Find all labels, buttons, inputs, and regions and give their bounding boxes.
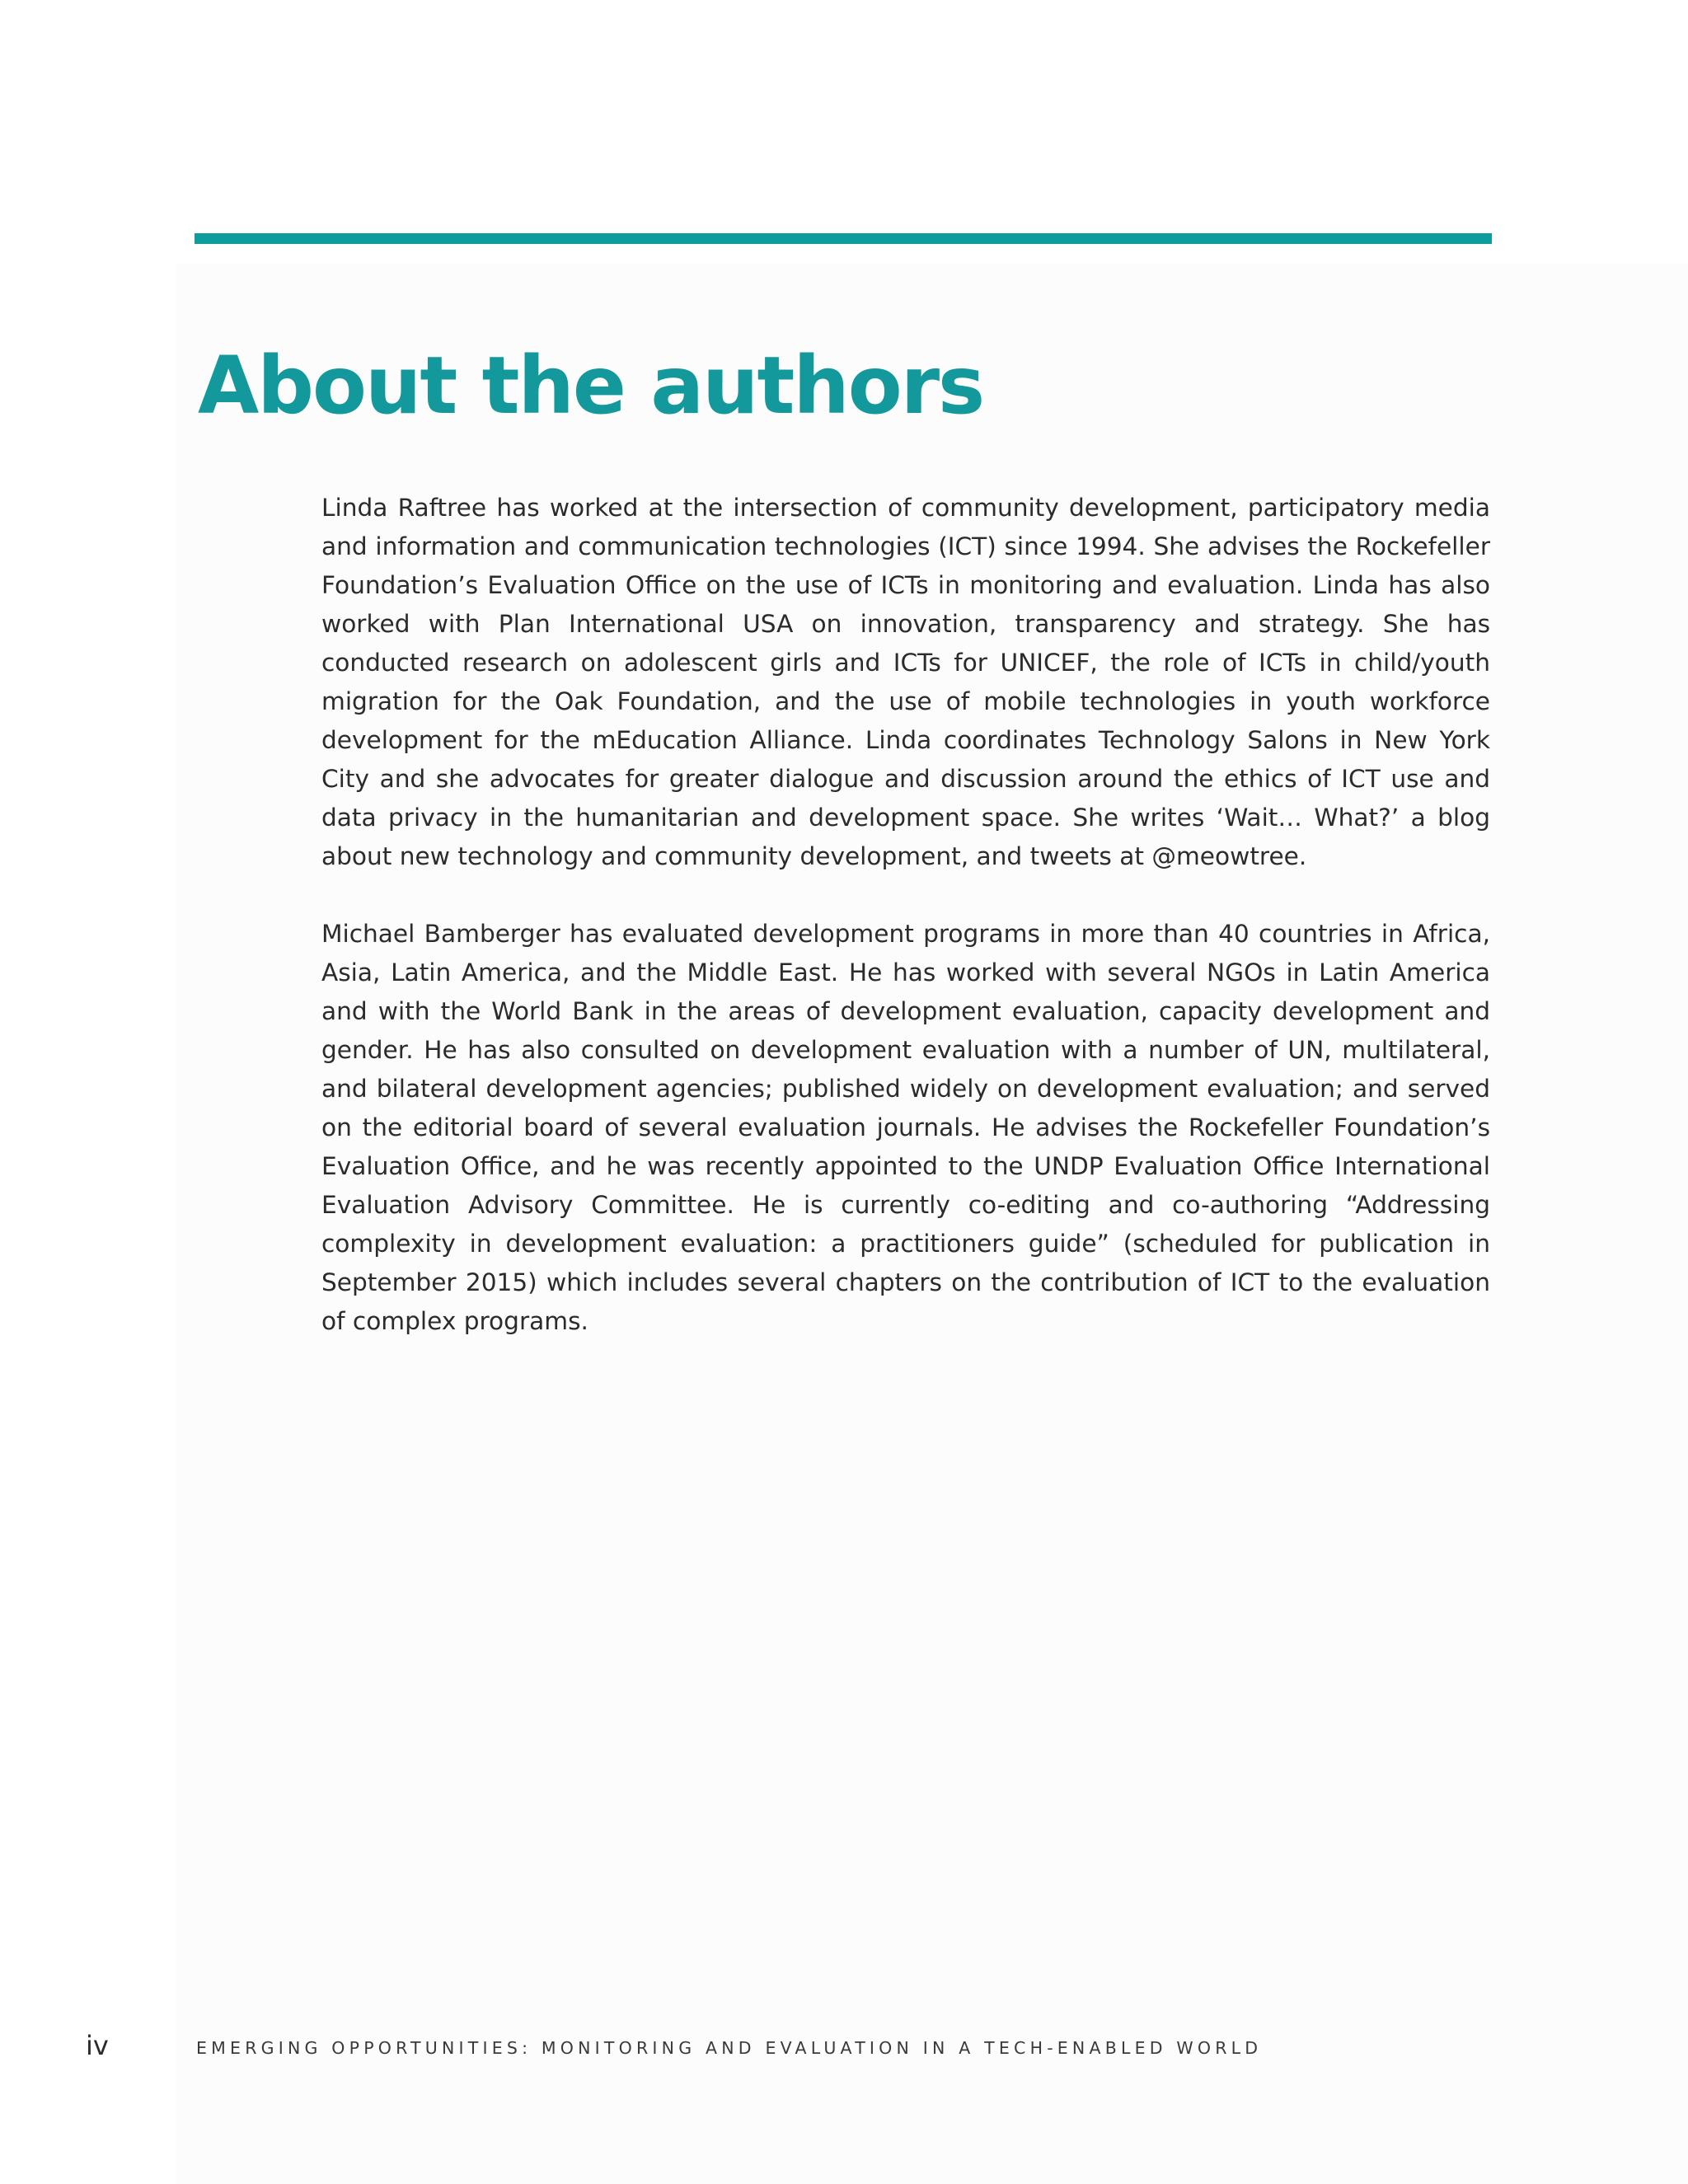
page-title: About the authors bbox=[198, 340, 984, 432]
bio-michael-bamberger: Michael Bamberger has evaluated development programs in more than 40 countries in Africa, Asia, Latin America, and the Middle East. He has worked with several NGOs in Latin America and with the World Bank in the areas of development evaluation, capacity development and gender. He has also consulted on development evaluation with a number of UN, multilateral, and bilateral development agencies; published widely on development evaluation; and served on the editorial board of several evaluation journals. He advises the Rockefeller Foundation’s Evaluation Office, and he was recently appointed to the UNDP Evaluation Office International Evaluation Advisory Committee. He is currently co-editing and co-authoring “Addressing complexity in development evaluation: a practitioners guide” (scheduled for publication in September 2015) which includes several chapters on the contribution of ICT to the evaluation of complex programs. bbox=[321, 920, 1490, 1335]
page-number: iv bbox=[86, 2030, 109, 2061]
running-footer-title: EMERGING OPPORTUNITIES: MONITORING AND EVALUATION IN A TECH-ENABLED WORLD bbox=[196, 2038, 1263, 2058]
bio-linda-raftree: Linda Raftree has worked at the intersection of community development, participatory media and information and communication technologies (ICT) since 1994. She advises the Rockefeller Foundation’s Evaluation Office on the use of ICTs in monitoring and evaluation. Linda has also worked with Plan International USA on innovation, transparency and strategy. She has conducted research on adolescent girls and ICTs for UNICEF, the role of ICTs in child/youth migration for the Oak Foundation, and the use of mobile technologies in youth workforce development for the mEducation Alliance. Linda coordinates Technology Salons in New York City and she advocates for greater dialogue and discussion around the ethics of ICT use and data privacy in the humanitarian and development space. She writes ‘Wait… What?’ a blog about new technology and community development, and tweets at @meowtree. bbox=[321, 494, 1490, 870]
author-bios bbox=[321, 489, 1490, 1380]
header-rule bbox=[195, 233, 1492, 244]
